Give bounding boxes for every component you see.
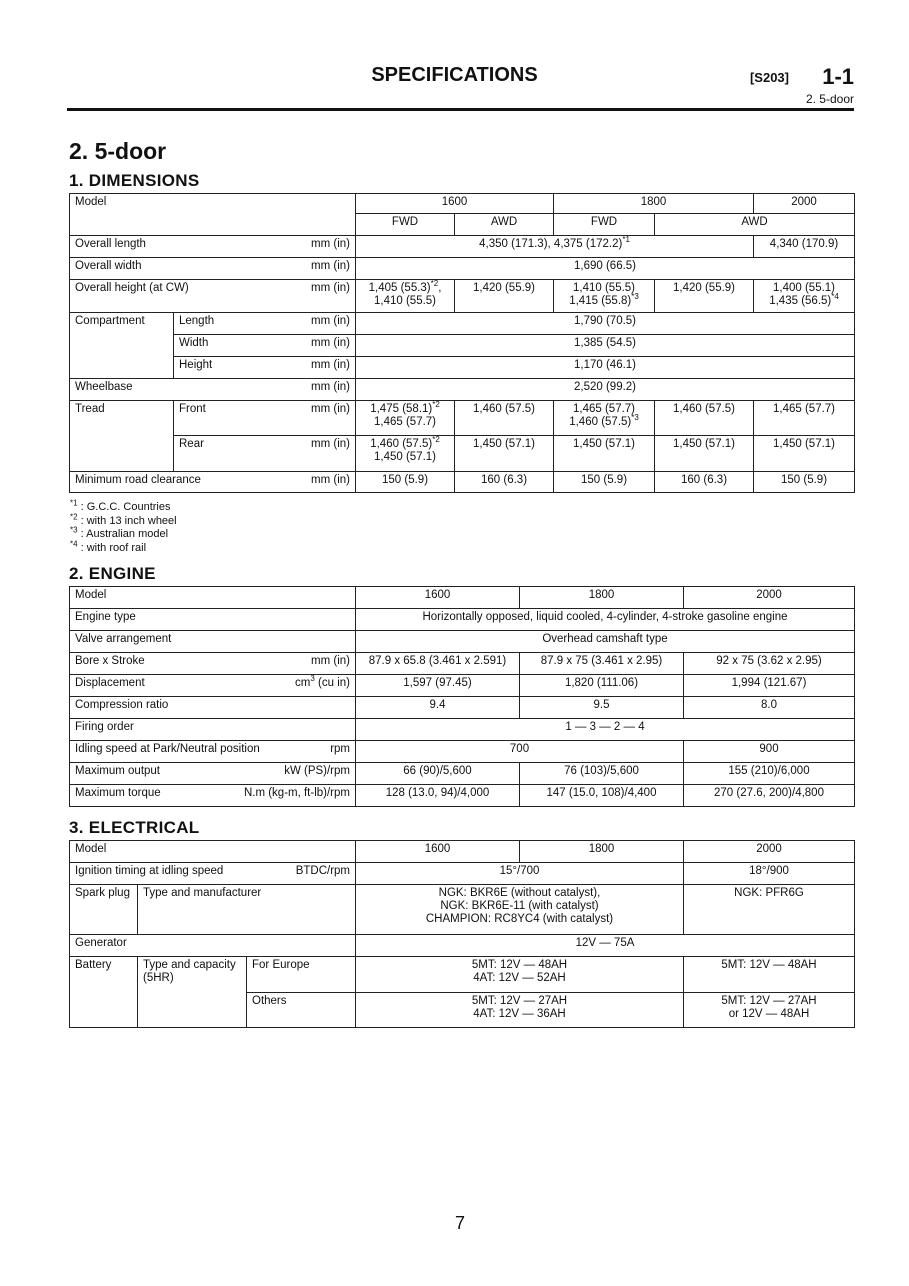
dimensions-footnotes xyxy=(70,498,177,555)
ignition-2000: 18°/900 xyxy=(684,863,855,885)
dim-2000-header: 2000 xyxy=(754,194,855,214)
unit-label: mm (in) xyxy=(311,438,351,450)
value-line: NGK: BKR6E-11 (with catalyst) xyxy=(440,900,599,912)
header-rule xyxy=(67,108,854,111)
value-line: 1,435 $(56.5)^{*4}$ xyxy=(769,292,839,307)
max-output-2000: 155 (210)/6,000 xyxy=(684,763,855,785)
compartment-width-label: Width xyxy=(179,337,209,349)
overall-width-value: 1,690 (66.5) xyxy=(356,258,855,280)
overall-length-label: Overall length xyxy=(75,238,146,250)
compression-1600: 9.4 xyxy=(356,697,520,719)
elec-1800-header: 1800 xyxy=(520,841,684,863)
max-torque-label: Maximum torque xyxy=(75,787,161,799)
spark-plug-label: Spark plug xyxy=(70,885,138,935)
tread-front-1800awd: 1,460 (57.5) xyxy=(655,401,754,436)
min-clearance-1800fwd: 150 (5.9) xyxy=(554,472,655,493)
dimensions-table xyxy=(69,193,855,493)
max-output-label: Maximum output xyxy=(75,765,161,777)
overall-height-1600fwd xyxy=(356,280,455,313)
generator-label: Generator xyxy=(70,935,356,957)
bore-1800: 87.9 x 75 (3.461 x 2.95) xyxy=(520,653,684,675)
bore-2000: 92 x 75 (3.62 x 2.95) xyxy=(684,653,855,675)
firing-value: 1 — 3 — 2 — 4 xyxy=(356,719,855,741)
displacement-label: Displacement xyxy=(75,677,145,689)
engine-1800-header: 1800 xyxy=(520,587,684,609)
overall-height-row xyxy=(70,280,356,313)
overall-height-label: Overall height (at CW) xyxy=(75,282,189,294)
overall-height-2000 xyxy=(754,280,855,313)
min-clearance-1800awd: 160 (6.3) xyxy=(655,472,754,493)
battery-others-2000 xyxy=(684,993,855,1028)
ignition-row xyxy=(70,863,356,885)
page-number: 7 xyxy=(454,1213,465,1233)
idling-label: Idling speed at Park/Neutral position xyxy=(75,743,260,755)
unit-label: BTDC/rpm xyxy=(295,865,350,877)
unit-label: mm (in) xyxy=(311,260,351,272)
idling-1600-1800: 700 xyxy=(356,741,684,763)
min-clearance-2000: 150 (5.9) xyxy=(754,472,855,493)
value-line: CHAMPION: RC8YC4 (with catalyst) xyxy=(425,913,614,925)
engine-table xyxy=(69,586,855,807)
tread-rear-row xyxy=(174,436,356,472)
electrical-heading: 3. ELECTRICAL xyxy=(69,818,200,837)
battery-europe-2000: 5MT: 12V — 48AH xyxy=(684,957,855,993)
footnote: $^{*4}$ : with roof rail xyxy=(70,538,147,554)
elec-1600-header: 1600 xyxy=(356,841,520,863)
footnote: $^{*3}$ : Australian model xyxy=(70,525,169,540)
value-line: 1,475 $(58.1)^{*2}$ xyxy=(370,400,440,415)
idling-2000: 900 xyxy=(684,741,855,763)
overall-height-1800fwd xyxy=(554,280,655,313)
value-line: 1,415 $(55.8)^{*3}$ xyxy=(569,292,639,307)
compartment-length-label: Length xyxy=(179,315,215,327)
value-line: 4AT: 12V — 52AH xyxy=(473,972,566,984)
min-clearance-1600awd: 160 (6.3) xyxy=(455,472,554,493)
header-subtitle: 2. 5-door xyxy=(805,92,854,106)
unit-label: mm (in) xyxy=(311,474,351,486)
tread-label: Tread xyxy=(70,401,174,472)
overall-width-row xyxy=(70,258,356,280)
value-line: or 12V — 48AH xyxy=(728,1008,810,1020)
value-line: 1,465 (57.7) xyxy=(573,403,636,415)
overall-length-2000: 4,340 (170.9) xyxy=(754,236,855,258)
page-header-title: SPECIFICATIONS xyxy=(371,64,538,86)
value-line: 1,410 (55.5) xyxy=(573,282,636,294)
value-line: 1,460 $(57.5)^{*2}$ xyxy=(370,435,440,450)
tread-front-2000: 1,465 (57.7) xyxy=(754,401,855,436)
engine-model-header: Model xyxy=(70,587,356,609)
unit-label: N.m (kg-m, ft-lb)/rpm xyxy=(243,787,350,799)
spark-plug-1600-1800 xyxy=(356,885,684,935)
footnote: $^{*1}$ : G.C.C. Countries xyxy=(70,498,171,513)
dim-1600-awd: AWD xyxy=(455,214,554,236)
compression-label: Compression ratio xyxy=(70,697,356,719)
overall-length-value: 4,350 (171.3), 4,375 $(172.2)^{*1}$ xyxy=(356,236,754,258)
value-line: 5MT: 12V — 27AH xyxy=(471,995,568,1007)
value-line: 1,450 (57.1) xyxy=(374,451,437,463)
dim-awd: AWD xyxy=(655,214,855,236)
max-torque-2000: 270 (27.6, 200)/4,800 xyxy=(684,785,855,807)
tread-rear-1600awd: 1,450 (57.1) xyxy=(455,436,554,472)
wheelbase-label: Wheelbase xyxy=(75,381,133,393)
displacement-1600: 1,597 (97.45) xyxy=(356,675,520,697)
overall-length-row xyxy=(70,236,356,258)
dim-1600-fwd: FWD xyxy=(356,214,455,236)
unit-label: kW (PS)/rpm xyxy=(284,765,350,777)
bore-row xyxy=(70,653,356,675)
unit-label: mm (in) xyxy=(311,238,351,250)
compartment-label: Compartment xyxy=(70,313,174,379)
battery-others-1600-1800 xyxy=(356,993,684,1028)
displacement-2000: 1,994 (121.67) xyxy=(684,675,855,697)
value-line: 5MT: 12V — 27AH xyxy=(721,995,817,1007)
unit-label: mm (in) xyxy=(311,381,351,393)
overall-width-label: Overall width xyxy=(75,260,142,272)
battery-europe-label: For Europe xyxy=(247,957,356,993)
elec-2000-header: 2000 xyxy=(684,841,855,863)
dimensions-heading: 1. DIMENSIONS xyxy=(69,171,200,190)
unit-label: $cm^3$ (cu in) xyxy=(295,674,350,689)
tread-front-1600awd: 1,460 (57.5) xyxy=(455,401,554,436)
dim-1800-fwd: FWD xyxy=(554,214,655,236)
unit-label: mm (in) xyxy=(311,655,350,667)
battery-sub: Type and capacity (5HR) xyxy=(138,957,247,1028)
wheelbase-value: 2,520 (99.2) xyxy=(356,379,855,401)
tread-front-row xyxy=(174,401,356,436)
unit-label: mm (in) xyxy=(311,282,351,294)
bore-label: Bore x Stroke xyxy=(75,655,145,667)
compression-2000: 8.0 xyxy=(684,697,855,719)
compartment-height-row xyxy=(174,357,356,379)
unit-label: mm (in) xyxy=(311,315,351,327)
battery-label: Battery xyxy=(70,957,138,1028)
max-torque-1600: 128 (13.0, 94)/4,000 xyxy=(356,785,520,807)
compartment-length-value: 1,790 (70.5) xyxy=(356,313,855,335)
tread-rear-1800awd: 1,450 (57.1) xyxy=(655,436,754,472)
max-output-row xyxy=(70,763,356,785)
section-title: 2. 5-door xyxy=(69,138,167,164)
battery-others-label: Others xyxy=(247,993,356,1028)
tread-front-label: Front xyxy=(179,403,206,415)
bore-1600: 87.9 x 65.8 (3.461 x 2.591) xyxy=(356,653,520,675)
engine-2000-header: 2000 xyxy=(684,587,855,609)
tread-front-1600fwd xyxy=(356,401,455,436)
displacement-1800: 1,820 (111.06) xyxy=(520,675,684,697)
tread-rear-label: Rear xyxy=(179,438,204,450)
value-line: 1,460 $(57.5)^{*3}$ xyxy=(569,413,639,428)
unit-label: mm (in) xyxy=(311,403,351,415)
firing-label: Firing order xyxy=(70,719,356,741)
dim-1800-header: 1800 xyxy=(554,194,754,214)
engine-type-value: Horizontally opposed, liquid cooled, 4-cylinder, 4-stroke gasoline engine xyxy=(356,609,855,631)
page-reference: 1-1 xyxy=(822,64,854,89)
overall-height-1600awd: 1,420 (55.9) xyxy=(455,280,554,313)
value-line: 1,405 $(55.3)^{*2}$, xyxy=(368,279,442,294)
max-torque-row xyxy=(70,785,356,807)
value-line: NGK: BKR6E (without catalyst), xyxy=(438,887,601,899)
dim-model-header: Model xyxy=(70,194,356,236)
tread-rear-1800fwd: 1,450 (57.1) xyxy=(554,436,655,472)
max-output-1600: 66 (90)/5,600 xyxy=(356,763,520,785)
value-line: 1,410 (55.5) xyxy=(374,295,437,307)
unit-label: rpm xyxy=(330,743,350,755)
ignition-1600-1800: 15°/700 xyxy=(356,863,684,885)
min-clearance-label: Minimum road clearance xyxy=(75,474,201,486)
value-line: 4AT: 12V — 36AH xyxy=(473,1008,566,1020)
engine-type-label: Engine type xyxy=(70,609,356,631)
value-line: 1,400 (55.1) xyxy=(773,282,836,294)
max-output-1800: 76 (103)/5,600 xyxy=(520,763,684,785)
idling-row xyxy=(70,741,356,763)
electrical-table xyxy=(69,840,855,1028)
max-torque-1800: 147 (15.0, 108)/4,400 xyxy=(520,785,684,807)
ignition-label: Ignition timing at idling speed xyxy=(75,865,224,877)
footnote: $^{*2}$ : with 13 inch wheel xyxy=(70,511,177,527)
battery-europe-1600-1800 xyxy=(356,957,684,993)
valve-label: Valve arrangement xyxy=(70,631,356,653)
value-line: 1,465 (57.7) xyxy=(374,416,437,428)
compartment-width-value: 1,385 (54.5) xyxy=(356,335,855,357)
tread-rear-2000: 1,450 (57.1) xyxy=(754,436,855,472)
engine-heading: 2. ENGINE xyxy=(69,564,156,583)
min-clearance-row xyxy=(70,472,356,493)
min-clearance-1600fwd: 150 (5.9) xyxy=(356,472,455,493)
elec-model-header: Model xyxy=(70,841,356,863)
unit-label: mm (in) xyxy=(311,359,351,371)
value-line: 5MT: 12V — 48AH xyxy=(471,959,568,971)
tread-front-1800fwd xyxy=(554,401,655,436)
unit-label: mm (in) xyxy=(311,337,351,349)
compartment-height-value: 1,170 (46.1) xyxy=(356,357,855,379)
compression-1800: 9.5 xyxy=(520,697,684,719)
section-code: [S203] xyxy=(749,70,789,85)
displacement-row xyxy=(70,675,356,697)
wheelbase-row xyxy=(70,379,356,401)
tread-rear-1600fwd xyxy=(356,436,455,472)
dim-1600-header: 1600 xyxy=(356,194,554,214)
compartment-length-row xyxy=(174,313,356,335)
spark-plug-2000: NGK: PFR6G xyxy=(684,885,855,935)
generator-value: 12V — 75A xyxy=(356,935,855,957)
compartment-width-row xyxy=(174,335,356,357)
overall-height-1800awd: 1,420 (55.9) xyxy=(655,280,754,313)
spark-plug-sub: Type and manufacturer xyxy=(138,885,356,935)
compartment-height-label: Height xyxy=(179,359,213,371)
valve-value: Overhead camshaft type xyxy=(356,631,855,653)
engine-1600-header: 1600 xyxy=(356,587,520,609)
